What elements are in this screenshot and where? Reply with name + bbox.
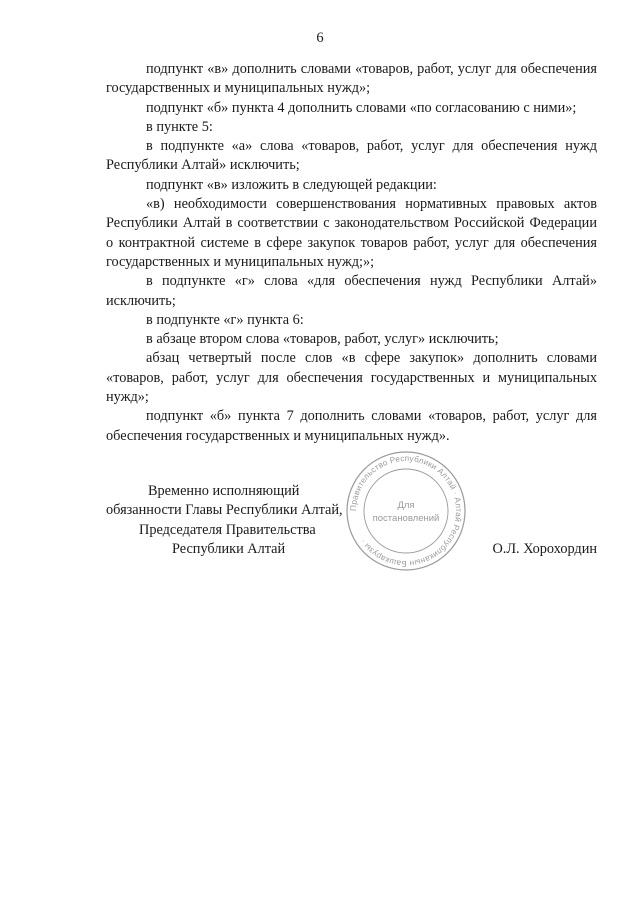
paragraph: «в) необходимости совершенствования нормативных правовых актов Республики Алтай в соответствии с законодательством Российской Федерации о контрактной системе в сфере закупок товаров работ, услуг для обеспечения государственных и муниципальных нужд;»; xyxy=(106,196,597,270)
page-number: 6 xyxy=(316,30,324,46)
paragraph: подпункт «б» пункта 4 дополнить словами «по согласованию с ними»; xyxy=(146,99,577,116)
seal-center-text: Для xyxy=(397,500,415,511)
signatory-title-line: Временно исполняющий xyxy=(148,483,300,499)
seal-inner-ring xyxy=(364,469,448,553)
signatory-title xyxy=(106,482,366,559)
official-seal xyxy=(345,450,467,572)
paragraph: в пункте 5: xyxy=(146,118,213,135)
seal-ring-text: Правительство Республики Алтай · Алтай Республиканын Башкарузы · xyxy=(348,453,464,569)
paragraph: в абзаце втором слова «товаров, работ, услуг» исключить; xyxy=(146,331,499,348)
paragraph: в подпункте «а» слова «товаров, работ, услуг для обеспечения нужд Республики Алтай» исключить; xyxy=(106,138,597,174)
paragraph: подпункт «в» изложить в следующей редакции: xyxy=(146,176,437,193)
signatory-title-line: Председателя Правительства xyxy=(139,521,316,538)
paragraph: в подпункте «г» слова «для обеспечения нужд Республики Алтай» исключить; xyxy=(106,273,597,309)
signatory-name: О.Л. Хорохордин xyxy=(492,540,597,557)
seal-outer-ring xyxy=(347,452,465,570)
paragraph: в подпункте «г» пункта 6: xyxy=(146,311,304,328)
document-body xyxy=(106,60,597,446)
signatory-title-line: Республики Алтай xyxy=(172,540,286,557)
paragraph: подпункт «б» пункта 7 дополнить словами «товаров, работ, услуг для обеспечения государственных и муниципальных нужд». xyxy=(106,408,597,444)
seal-center-text: постановлений xyxy=(372,513,440,524)
signatory-title-line: обязанности Главы Республики Алтай, xyxy=(106,502,343,519)
paragraph: абзац четвертый после слов «в сфере закупок» дополнить словами «товаров, работ, услуг для обеспечения государственных и муниципальных нужд»; xyxy=(106,350,597,406)
paragraph: подпункт «в» дополнить словами «товаров, работ, услуг для обеспечения государственных и муниципальных нужд»; xyxy=(106,61,597,97)
